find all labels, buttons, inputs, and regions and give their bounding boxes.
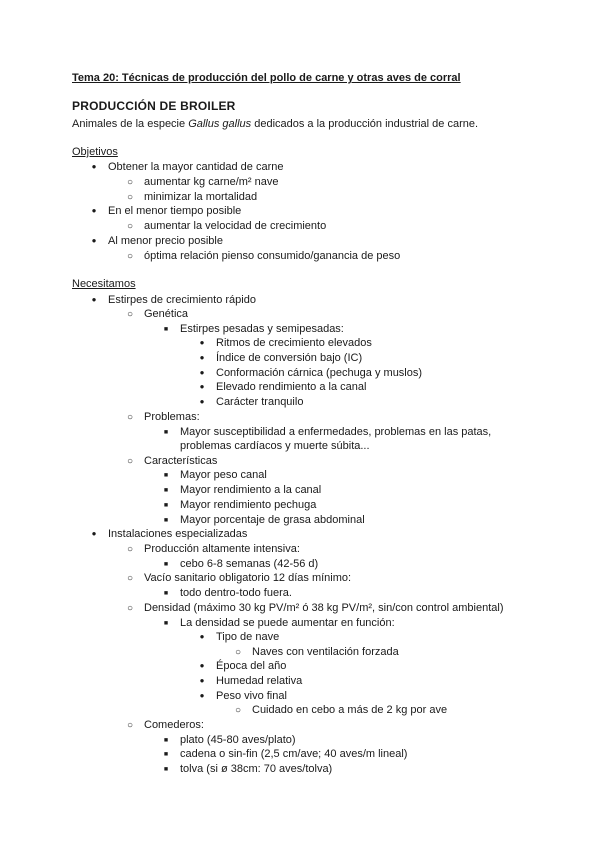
bullet-circle-icon (122, 410, 138, 425)
bullet-circle-icon (122, 219, 138, 234)
list-item: tolva (si ø 38cm: 70 aves/tolva) (180, 763, 333, 775)
list-item: Mayor rendimiento pechuga (180, 499, 317, 511)
list-item: aumentar la velocidad de crecimiento (144, 220, 327, 232)
bullet-circle-icon (122, 601, 138, 616)
list-item: aumentar kg carne/m² nave (144, 176, 279, 188)
list-item: En el menor tiempo posible (108, 205, 242, 217)
bullet-disc-icon (194, 630, 210, 645)
bullet-disc-icon (86, 204, 102, 219)
list-item: Densidad (máximo 30 kg PV/m² ó 38 kg PV/m², sin/con control ambiental) (144, 602, 504, 614)
bullet-square-icon (158, 762, 174, 778)
bullet-circle-icon (122, 571, 138, 586)
list-item: Mayor peso canal (180, 469, 267, 481)
list-item: Problemas: (144, 411, 200, 423)
intro-text-before: Animales de la especie (72, 118, 189, 130)
list-item: cebo 6-8 semanas (42-56 d) (180, 558, 319, 570)
list-item: Producción altamente intensiva: (144, 543, 300, 555)
bullet-disc-icon (86, 234, 102, 249)
list-item: Estirpes de crecimiento rápido (108, 294, 256, 306)
list-item: Mayor susceptibilidad a enfermedades, problemas en las patas, (180, 426, 492, 438)
necesitamos-label: Necesitamos (72, 278, 136, 290)
objetivos-label: Objetivos (72, 146, 118, 158)
bullet-disc-icon (194, 674, 210, 689)
list-item: Estirpes pesadas y semipesadas: (180, 323, 344, 335)
list-item: Comederos: (144, 719, 204, 731)
bullet-circle-icon (122, 542, 138, 557)
bullet-disc-icon (194, 336, 210, 351)
bullet-square-icon (158, 322, 174, 338)
bullet-circle-icon (122, 249, 138, 264)
bullet-circle-icon (122, 175, 138, 190)
bullet-disc-icon (86, 527, 102, 542)
document-title: Tema 20: Técnicas de producción del pollo de carne y otras aves de corral (72, 72, 461, 84)
list-item: Vacío sanitario obligatorio 12 días mínimo: (144, 572, 352, 584)
list-item: Conformación cárnica (pechuga y muslos) (216, 367, 423, 379)
list-item: La densidad se puede aumentar en función: (180, 617, 395, 629)
bullet-square-icon (158, 483, 174, 499)
list-item: cadena o sin-fin (2,5 cm/ave; 40 aves/m lineal) (180, 748, 408, 760)
bullet-disc-icon (86, 293, 102, 308)
bullet-disc-icon (194, 659, 210, 674)
list-item: Elevado rendimiento a la canal (216, 381, 367, 393)
bullet-square-icon (158, 616, 174, 632)
bullet-disc-icon (194, 366, 210, 381)
list-item: Tipo de nave (216, 631, 280, 643)
list-item: Carácter tranquilo (216, 396, 304, 408)
list-item: Al menor precio posible (108, 235, 223, 247)
list-item: Mayor rendimiento a la canal (180, 484, 322, 496)
list-item: Época del año (216, 660, 287, 672)
list-item: Características (144, 455, 218, 467)
list-item: óptima relación pienso consumido/ganancia de peso (144, 250, 401, 262)
bullet-disc-icon (86, 160, 102, 175)
list-item: Índice de conversión bajo (IC) (216, 352, 363, 364)
section-heading: PRODUCCIÓN DE BROILER (72, 99, 236, 113)
bullet-circle-icon (122, 190, 138, 205)
bullet-disc-icon (194, 380, 210, 395)
list-item: Genética (144, 308, 189, 320)
bullet-square-icon (158, 586, 174, 602)
list-item: Cuidado en cebo a más de 2 kg por ave (252, 704, 448, 716)
list-item: plato (45-80 aves/plato) (180, 734, 296, 746)
bullet-disc-icon (194, 689, 210, 704)
list-item: Naves con ventilación forzada (252, 646, 399, 658)
bullet-square-icon (158, 425, 174, 441)
bullet-disc-icon (194, 395, 210, 410)
intro-text-after: dedicados a la producción industrial de carne. (251, 118, 479, 130)
list-item: todo dentro-todo fuera. (180, 587, 292, 599)
bullet-square-icon (158, 747, 174, 763)
bullet-square-icon (158, 468, 174, 484)
bullet-square-icon (158, 498, 174, 514)
list-item-continuation: problemas cardíacos y muerte súbita... (180, 440, 370, 452)
list-item: Obtener la mayor cantidad de carne (108, 161, 284, 173)
bullet-circle-icon (122, 454, 138, 469)
bullet-circle-icon (230, 703, 246, 718)
list-item: Instalaciones especializadas (108, 528, 248, 540)
intro-paragraph (72, 117, 478, 131)
bullet-circle-icon (230, 645, 246, 660)
bullet-circle-icon (122, 718, 138, 733)
list-item: Ritmos de crecimiento elevados (216, 337, 372, 349)
bullet-disc-icon (194, 351, 210, 366)
bullet-circle-icon (122, 307, 138, 322)
list-item: Mayor porcentaje de grasa abdominal (180, 514, 365, 526)
list-item: minimizar la mortalidad (144, 191, 258, 203)
list-item: Peso vivo final (216, 690, 287, 702)
species-name: Gallus gallus (188, 118, 252, 130)
list-item: Humedad relativa (216, 675, 303, 687)
